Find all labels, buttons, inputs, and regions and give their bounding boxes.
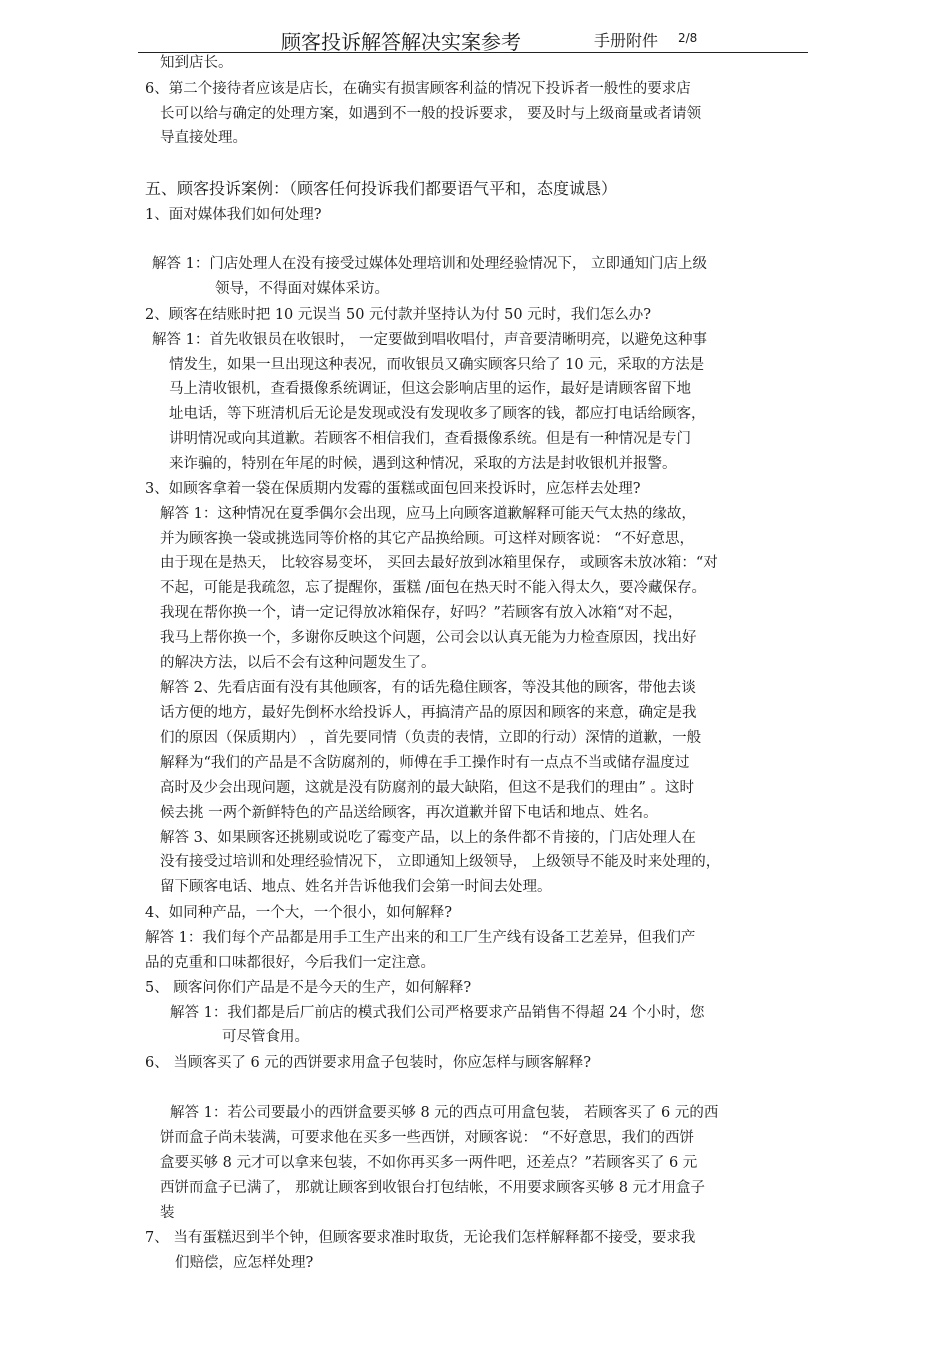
text-line: 品的克重和口味都很好，今后我们一定注意。	[145, 955, 435, 971]
text-line: 解答 1：若公司要最小的西饼盒要买够 8 元的西点可用盒包装， 若顾客买了 6 元的西	[170, 1105, 719, 1121]
question-6: 6、 当顾客买了 6 元的西饼要求用盒子包装时，你应怎样与顾客解释?	[145, 1055, 592, 1071]
text-line: 的解决方法，以后不会有这种问题发生了。	[160, 655, 436, 671]
text-line: 情发生，如果一旦出现这种表况，而收银员又确实顾客只给了 10 元，采取的方法是	[169, 357, 705, 373]
section-heading: 五、顾客投诉案例：（顾客任何投诉我们都要语气平和，态度诚恳）	[145, 179, 618, 198]
text-line: 导直接处理。	[160, 130, 247, 146]
text-line: 西饼而盒子已满了， 那就让顾客到收银台打包结帐，不用要求顾客买够 8 元才用盒子	[160, 1180, 706, 1196]
text-line: 饼而盒子尚未装满，可要求他在买多一些西饼，对顾客说： “不好意思，我们的西饼	[160, 1130, 695, 1146]
text-line: 话方便的地方，最好先倒杯水给投诉人，再搞清产品的原因和顾客的来意，确定是我	[160, 705, 697, 721]
question-4: 4、如同种产品，一个大，一个很小，如何解释?	[145, 905, 452, 921]
attachment-label: 手册附件	[594, 31, 659, 50]
text-line: 马上清收银机，查看摄像系统调证，但这会影响店里的运作，最好是请顾客留下地	[169, 381, 691, 397]
text-line: 解答 2、先看店面有没有其他顾客，有的话先稳住顾客，等没其他的顾客，带他去谈	[160, 680, 696, 696]
text-line: 不起，可能是我疏忽，忘了提醒你，蛋糕 /面包在热天时不能入得太久，要冷藏保存。	[160, 580, 706, 596]
text-line: 解答 1：门店处理人在没有接受过媒体处理培训和处理经验情况下， 立即通知门店上级	[152, 256, 707, 272]
text-line: 来诈骗的，特别在年尾的时候，遇到这种情况，采取的方法是封收银机并报警。	[169, 456, 677, 472]
text-line: 解答 1：我们都是后厂前店的模式我们公司严格要求产品销售不得超 24 个小时，您	[170, 1005, 705, 1021]
page-number: 2/8	[678, 31, 698, 45]
text-line: 并为顾客换一袋或挑选同等价格的其它产品换给顾。可这样对顾客说： “不好意思，	[160, 531, 695, 547]
text-line: 可尽管食用。	[222, 1029, 309, 1045]
text-line: 6、第二个接待者应该是店长，在确实有损害顾客利益的情况下投诉者一般性的要求店	[145, 81, 691, 97]
text-line: 留下顾客电话、地点、姓名并告诉他我们会第一时间去处理。	[160, 879, 552, 895]
question-3: 3、如顾客拿着一袋在保质期内发霉的蛋糕或面包回来投诉时，应怎样去处理?	[145, 481, 641, 497]
text-line: 高时及少会出现问题，这就是没有防腐剂的最大缺陷，但这不是我们的理由” 。这时	[160, 780, 695, 796]
text-line: 我马上帮你换一个，多谢你反映这个问题，公司会以认真无能为力检查原因，找出好	[160, 630, 697, 646]
text-line: 没有接受过培训和处理经验情况下， 立即通知上级领导， 上级领导不能及时来处理的，	[160, 854, 721, 870]
text-line: 我现在帮你换一个，请一定记得放冰箱保存，好吗？”若顾客有放入冰箱“对不起，	[160, 605, 683, 621]
question-5: 5、 顾客问你们产品是不是今天的生产，如何解释?	[145, 980, 472, 996]
text-line: 知到店长。	[160, 55, 233, 71]
text-line: 长可以给与确定的处理方案，如遇到不一般的投诉要求， 要及时与上级商量或者请领	[160, 106, 702, 122]
text-line: 讲明情况或向其道歉。若顾客不相信我们，查看摄像系统。但是有一种情况是专门	[169, 431, 691, 447]
document-title: 顾客投诉解答解决实案参考	[281, 30, 521, 54]
text-line: 解答 1：我们每个产品都是用手工生产出来的和工厂生产线有设备工艺差异，但我们产	[145, 930, 696, 946]
text-line: 们的原因（保质期内） ，首先要同情（负责的表情，立即的行动）深情的道歉，一般	[160, 730, 702, 746]
text-line: 领导，不得面对媒体采访。	[215, 281, 389, 297]
text-line: 装	[160, 1205, 175, 1221]
text-line: 址电话，等下班清机后无论是发现或没有发现收多了顾客的钱，都应打电话给顾客，	[169, 406, 706, 422]
page-header	[138, 22, 808, 53]
text-line: 解答 1：首先收银员在收银时， 一定要做到唱收唱付，声音要清晰明亮，以避免这种事	[152, 332, 707, 348]
text-line: 候去挑 一两个新鲜特色的产品送给顾客，再次道歉并留下电话和地点、姓名。	[160, 805, 658, 821]
text-line: 解答 3、如果顾客还挑剔或说吃了霉变产品，以上的条件都不肯接的，门店处理人在	[160, 830, 696, 846]
question-1: 1、面对媒体我们如何处理?	[145, 207, 322, 223]
text-line: 解答 1：这种情况在夏季偶尔会出现，应马上向顾客道歉解释可能天气太热的缘故，	[160, 506, 696, 522]
text-line: 由于现在是热天， 比较容易变坏， 买回去最好放到冰箱里保存， 或顾客未放冰箱：“对	[160, 555, 718, 571]
question-7: 7、 当有蛋糕迟到半个钟，但顾客要求准时取货，无论我们怎样解释都不接受，要求我	[145, 1230, 696, 1246]
question-2: 2、顾客在结账时把 10 元误当 50 元付款并坚持认为付 50 元时，我们怎么办?	[145, 307, 652, 323]
text-line: 盒要买够 8 元才可以拿来包装，不如你再买多一两件吧，还差点？”若顾客买了 6 元	[160, 1155, 698, 1171]
text-line: 解释为“我们的产品是不含防腐剂的，师傅在手工操作时有一点点不当或储存温度过	[160, 755, 690, 771]
text-line: 们赔偿，应怎样处理?	[175, 1255, 314, 1271]
